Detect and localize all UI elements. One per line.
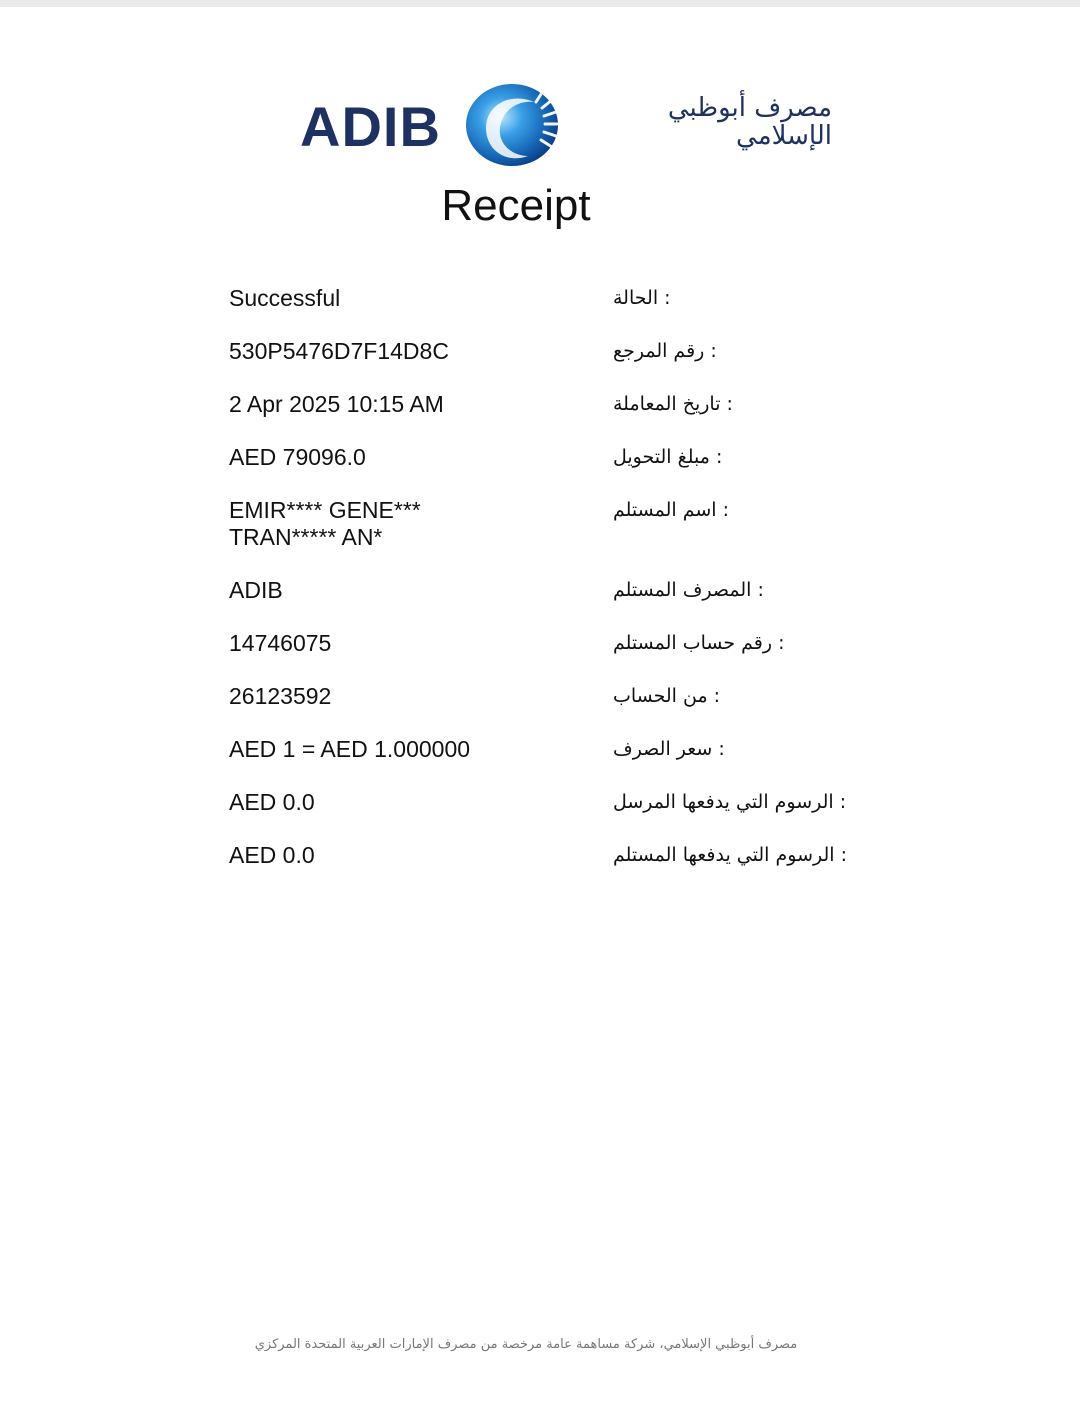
adib-logo: [300, 82, 840, 172]
beneficiary-account-label: رقم حساب المستلم :: [613, 632, 785, 654]
status-label: الحالة :: [613, 287, 671, 309]
receipt-title: Receipt: [441, 181, 591, 230]
row-beneficiary-bank: [229, 577, 869, 604]
row-transaction-date: [229, 391, 869, 418]
beneficiary-bank-label: المصرف المستلم :: [613, 579, 764, 601]
transfer-amount-label: مبلغ التحويل :: [613, 446, 723, 468]
logo-arabic-name: مصرف أبوظبي الإسلامي: [667, 93, 832, 151]
from-account-label: من الحساب :: [613, 685, 721, 707]
transfer-amount-value: AED 79096.0: [229, 444, 366, 470]
beneficiary-name-value: EMIR**** GENE*** TRAN***** AN*: [229, 497, 421, 550]
receipt-details: [229, 285, 869, 895]
beneficiary-name-label: اسم المستلم :: [613, 499, 730, 521]
row-beneficiary-name: [229, 497, 869, 551]
exchange-rate-value: AED 1 = AED 1.000000: [229, 736, 471, 762]
row-sender-fees: [229, 789, 869, 816]
row-reference-number: [229, 338, 869, 365]
adib-emblem-icon: [464, 82, 560, 168]
exchange-rate-label: سعر الصرف :: [613, 738, 725, 760]
status-value: Successful: [229, 285, 341, 311]
beneficiary-fees-value: AED 0.0: [229, 842, 315, 868]
row-beneficiary-account: [229, 630, 869, 657]
transaction-date-value: 2 Apr 2025 10:15 AM: [229, 391, 444, 417]
row-from-account: [229, 683, 869, 710]
row-exchange-rate: [229, 736, 869, 763]
beneficiary-fees-label: الرسوم التي يدفعها المستلم :: [613, 844, 847, 866]
row-transfer-amount: [229, 444, 869, 471]
reference-number-value: 530P5476D7F14D8C: [229, 338, 449, 364]
logo-wordmark: ADIB: [300, 95, 441, 158]
from-account-value: 26123592: [229, 683, 332, 709]
row-beneficiary-fees: [229, 842, 869, 869]
sender-fees-label: الرسوم التي يدفعها المرسل :: [613, 791, 847, 813]
top-edge-bar: [0, 0, 1080, 7]
sender-fees-value: AED 0.0: [229, 789, 315, 815]
beneficiary-account-value: 14746075: [229, 630, 332, 656]
row-status: [229, 285, 869, 312]
footer-disclaimer: مصرف أبوظبي الإسلامي، شركة مساهمة عامة مرخصة من مصرف الإمارات العربية المتحدة المركزي: [254, 1337, 798, 1352]
transaction-date-label: تاريخ المعاملة :: [613, 393, 733, 415]
beneficiary-bank-value: ADIB: [229, 577, 283, 603]
reference-number-label: رقم المرجع :: [613, 340, 717, 362]
